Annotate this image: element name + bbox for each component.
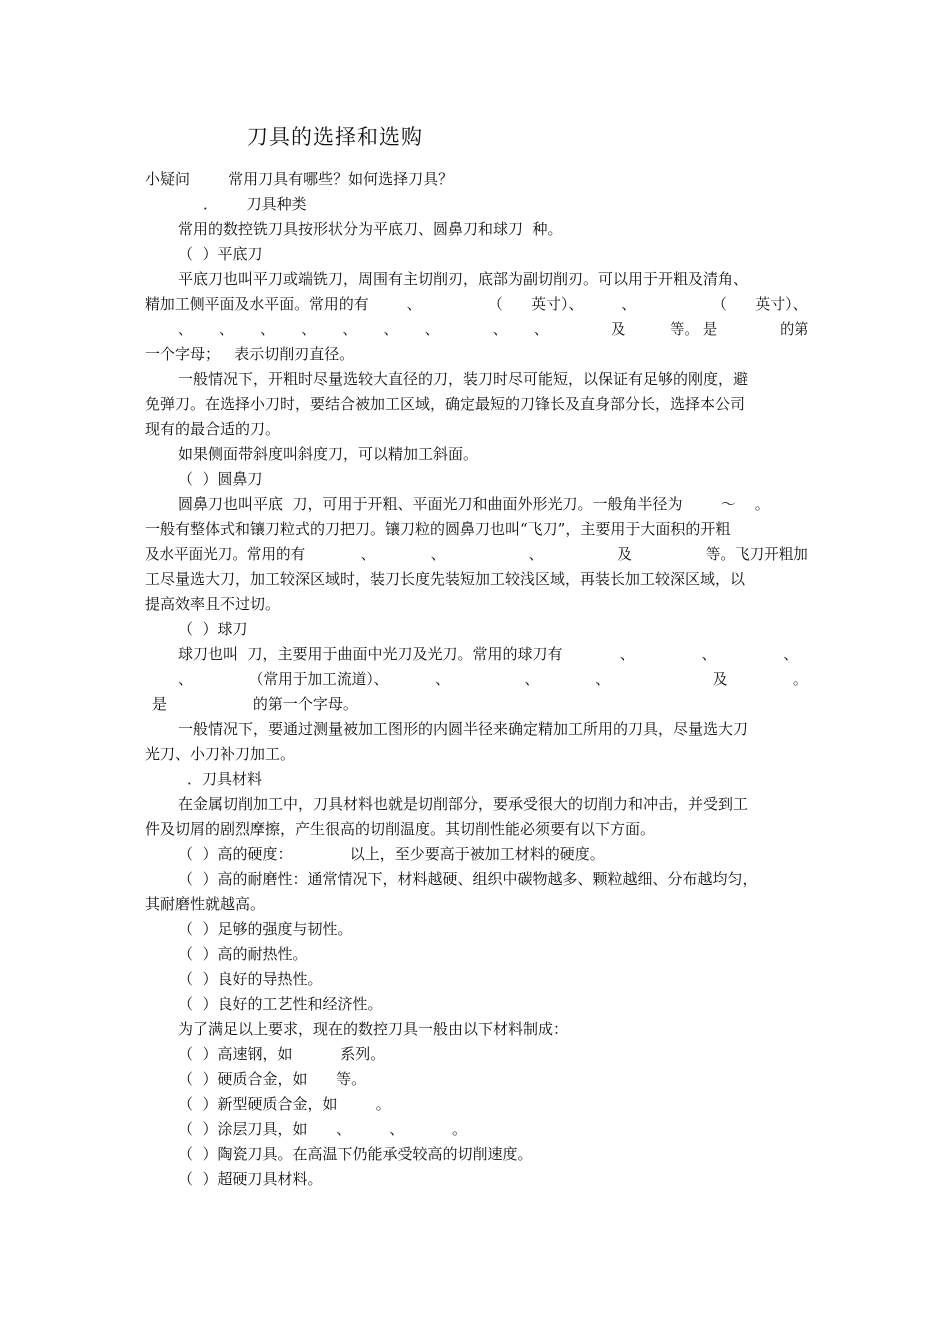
text-line: 、 （常用于加工流道）、 、 、 、 及 。 xyxy=(178,670,808,688)
list-item: （ ）陶瓷刀具。在高温下仍能承受较高的切削速度。 xyxy=(178,1145,533,1163)
list-item: （ ）高的耐热性。 xyxy=(178,945,308,963)
section-heading: ．刀具材料 xyxy=(187,770,263,788)
text-line: 免弹刀。在选择小刀时，要结合被加工区域，确定最短的刀锋长及直身部分长，选择本公司 xyxy=(145,395,746,413)
text-line: 光刀、小刀补刀加工。 xyxy=(145,745,296,763)
text-line: 其耐磨性就越高。 xyxy=(145,895,266,913)
document-title: 刀具的选择和选购 xyxy=(247,125,423,149)
list-item: （ ）硬质合金，如 等。 xyxy=(178,1070,367,1088)
list-item: （ ）超硬刀具材料。 xyxy=(178,1170,323,1188)
text-line: 现有的最合适的刀。 xyxy=(145,420,281,438)
text-line: 常用的数控铣刀具按形状分为平底刀、圆鼻刀和球刀 种。 xyxy=(178,220,563,238)
text-line: 小疑问 常用刀具有哪些？如何选择刀具？ xyxy=(145,170,454,188)
list-item: （ ）良好的工艺性和经济性。 xyxy=(178,995,383,1013)
text-line: 一般情况下，开粗时尽量选较大直径的刀，装刀时尽可能短，以保证有足够的刚度，避 xyxy=(178,370,749,388)
text-line: 是 的第一个字母。 xyxy=(152,695,358,713)
text-line: 精加工侧平面及水平面。常用的有 、 （ 英寸）、 、 （ 英寸）、 xyxy=(145,295,808,313)
list-item: （ ）高的耐磨性：通常情况下，材料越硬、组织中碳物越多、颗粒越细、分布越均匀， xyxy=(178,870,758,888)
text-line: 一般情况下，要通过测量被加工图形的内圆半径来确定精加工所用的刀具，尽量选大刀 xyxy=(178,720,749,738)
text-line: 圆鼻刀也叫平底 刀，可用于开粗、平面光刀和曲面外形光刀。一般角半径为 ～ 。 xyxy=(178,495,770,513)
text-line: 平底刀也叫平刀或端铣刀，周围有主切削刃，底部为副切削刃。可以用于开粗及清角、 xyxy=(178,270,749,288)
text-line: 球刀也叫 刀，主要用于曲面中光刀及光刀。常用的球刀有 、 、 、 xyxy=(178,645,799,663)
text-line: 一个字母； 表示切削刃直径。 xyxy=(145,345,355,363)
subsection-heading: （ ）平底刀 xyxy=(178,245,263,263)
text-line: 、 、 、 、 、 、 、 、 、 及 等。 是 的第 xyxy=(178,320,809,338)
list-item: （ ）足够的强度与韧性。 xyxy=(178,920,353,938)
list-item: （ ）涂层刀具，如 、 、 。 xyxy=(178,1120,467,1138)
text-line: 及水平面光刀。常用的有 、 、 、 及 等。飞刀开粗加 xyxy=(145,545,808,563)
text-line: 在金属切削加工中，刀具材料也就是切削部分，要承受很大的切削力和冲击，并受到工 xyxy=(178,795,749,813)
text-line: 提高效率且不过切。 xyxy=(145,595,281,613)
section-heading: ． 刀具种类 xyxy=(203,195,307,213)
text-line: 一般有整体式和镶刀粒式的刀把刀。镶刀粒的圆鼻刀也叫“飞刀”，主要用于大面积的开粗 xyxy=(145,520,731,538)
subsection-heading: （ ）球刀 xyxy=(178,620,248,638)
text-line: 件及切屑的剧烈摩擦，产生很高的切削温度。其切削性能必须要有以下方面。 xyxy=(145,820,656,838)
list-item: （ ）高的硬度： 以上，至少要高于被加工材料的硬度。 xyxy=(178,845,605,863)
text-line: 工尽量选大刀，加工较深区域时，装刀长度先装短加工较浅区域，再装长加工较深区域，以 xyxy=(145,570,746,588)
subsection-heading: （ ）圆鼻刀 xyxy=(178,470,263,488)
list-item: （ ）良好的导热性。 xyxy=(178,970,323,988)
list-item: （ ）新型硬质合金，如 。 xyxy=(178,1095,391,1113)
list-item: （ ）高速钢，如 系列。 xyxy=(178,1045,386,1063)
text-line: 如果侧面带斜度叫斜度刀，可以精加工斜面。 xyxy=(178,445,479,463)
text-line: 为了满足以上要求，现在的数控刀具一般由以下材料制成： xyxy=(178,1020,569,1038)
